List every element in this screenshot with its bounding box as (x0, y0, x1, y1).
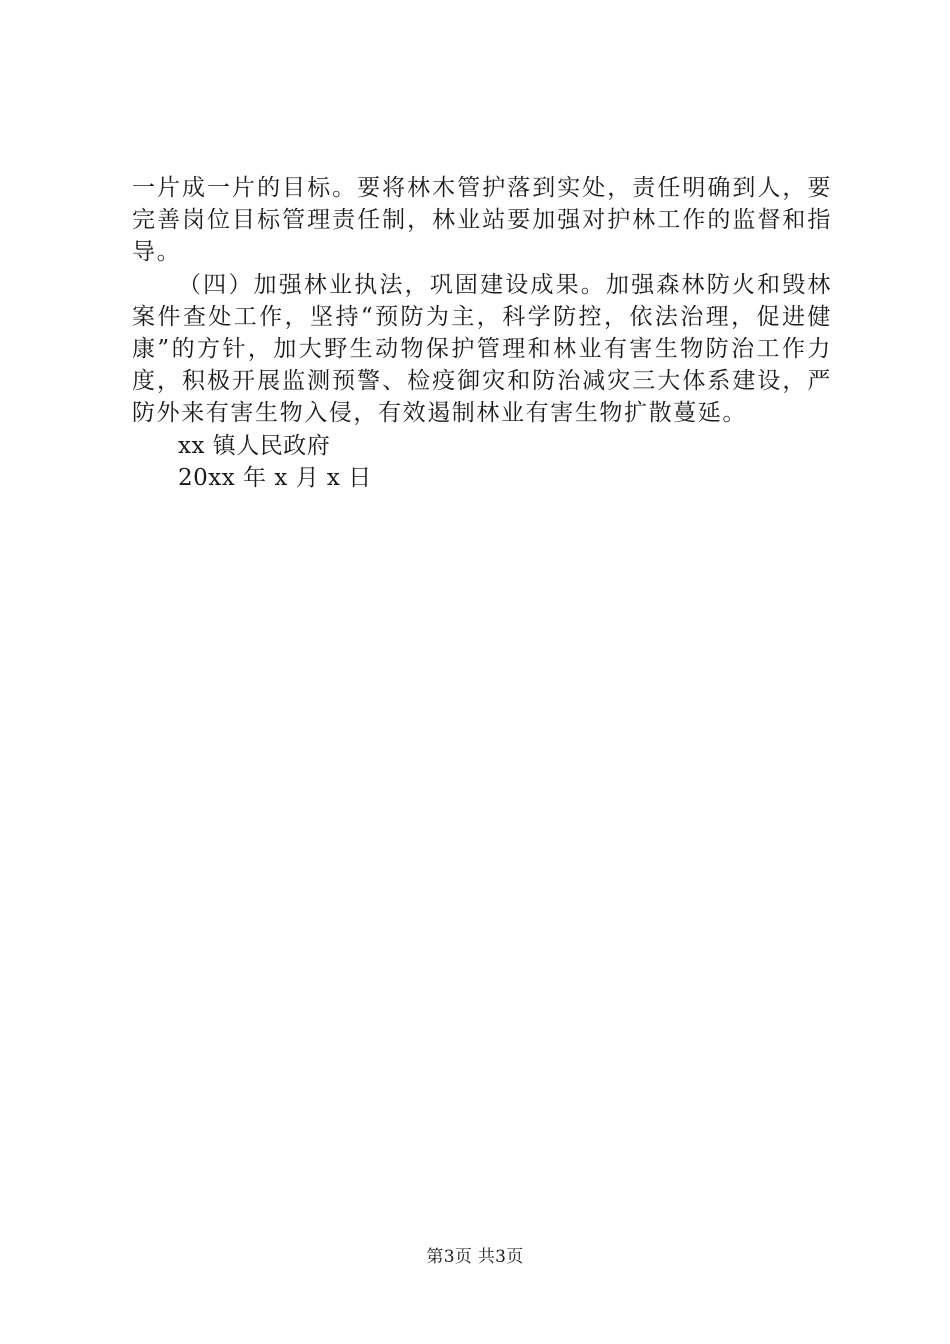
signature-date: 20xx 年 x 月 x 日 (178, 464, 372, 491)
document-body (132, 172, 832, 494)
paragraph-continuation: 一片成一片的目标。要将林木管护落到实处，责任明确到人，要完善岗位目标管理责任制，林业站要加强对护林工作的监督和指导。 (132, 175, 832, 266)
page-number-footer: 第3页 共3页 (426, 1247, 524, 1267)
signature-organization: xx 镇人民政府 (178, 432, 331, 459)
paragraph-forestry-enforcement: （四）加强林业执法，巩固建设成果。加强森林防火和毁林案件查处工作，坚持“预防为主，科学防控，依法治理，促进健康”的方针，加大野生动物保护管理和林业有害生物防治工作力度，积极开展监测预警、检疫御灾和防治减灾三大体系建设，严防外来有害生物入侵，有效遏制林业有害生物扩散蔓延。 (132, 271, 832, 427)
